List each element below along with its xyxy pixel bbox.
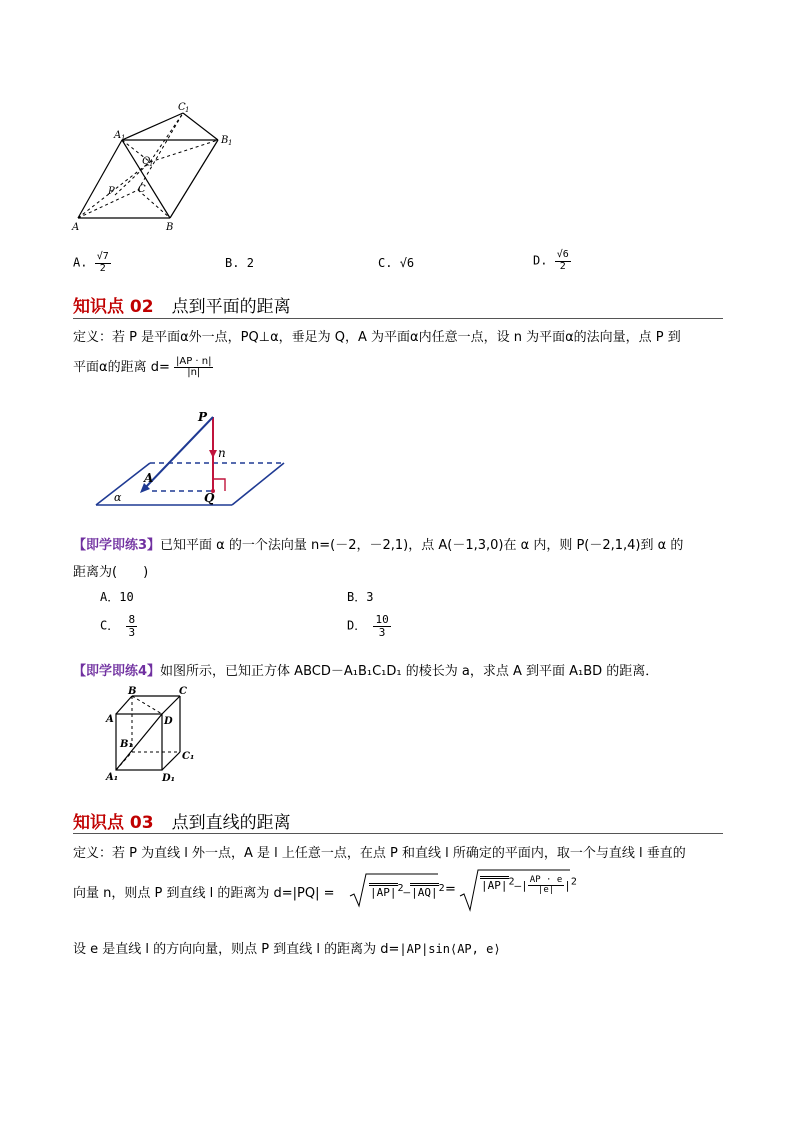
label-A1-sub: 1	[121, 134, 126, 142]
plane-normal-figure	[92, 405, 292, 513]
practice-3-choice-d-label: D．	[347, 618, 367, 633]
section-02-heading	[73, 292, 291, 317]
label-B: B	[128, 686, 137, 697]
vector-AP: |AP|	[369, 883, 398, 899]
label-D1: D₁	[162, 773, 176, 784]
practice-3-choice-c	[100, 614, 137, 638]
square-1: 2	[397, 883, 404, 894]
square-4: 2	[570, 876, 577, 888]
choice-a	[73, 252, 111, 274]
square-2: 2	[438, 883, 445, 894]
label-C: C	[138, 184, 146, 195]
label-A: A	[72, 222, 80, 233]
practice-3-line2: 距离为( )	[73, 565, 149, 580]
projection-numerator: AP · e	[529, 875, 563, 885]
label-P: P	[198, 410, 208, 424]
section-03-definition-line3	[73, 938, 501, 957]
choice-b-label: B.	[225, 256, 240, 270]
vector-AP-2: |AP|	[480, 876, 509, 892]
choice-a-num: √7	[96, 251, 109, 262]
section-03-definition-line2	[73, 872, 733, 912]
section-02-distance-formula	[174, 357, 213, 379]
practice-3-choice-d-num: 10	[375, 613, 389, 626]
section-02-d-prefix: 平面α的距离 d=	[73, 360, 170, 375]
section-03-title: 点到直线的距离	[171, 813, 291, 833]
prism-figure	[70, 100, 240, 235]
vector-AQ: |AQ|	[410, 883, 439, 899]
label-B1: B	[221, 135, 229, 146]
section-03-definition-line1: 定义：若 P 为直线 l 外一点，A 是 l 上任意一点，在点 P 和直线 l 所确定的平面内，取一个与直线 l 垂直的	[73, 846, 686, 861]
choice-a-fraction	[95, 252, 111, 274]
section-02-definition-line1: 定义：若 P 是平面α外一点，PQ⊥α，垂足为 Q，A 为平面α内任意一点，设 n 为平面α的法向量，点 P 到	[73, 330, 681, 345]
radical-1-content: |AP|2–|AQ|2	[370, 883, 445, 899]
label-n: n	[218, 446, 226, 460]
section-02-definition-line2	[73, 356, 213, 379]
choice-a-label: A.	[73, 255, 88, 270]
choice-d	[533, 250, 571, 272]
practice-3-choice-d-den: 3	[378, 625, 386, 639]
practice-3-choice-c-den: 3	[128, 625, 136, 639]
section-03-d-prefix: 向量 n，则点 P 到直线 l 的距离为 d=|PQ| =	[73, 886, 335, 901]
label-P: P	[108, 186, 115, 197]
choice-c-value: √6	[399, 256, 415, 270]
label-Q1: Q	[142, 156, 151, 167]
practice-3-choice-c-num: 8	[128, 613, 136, 626]
choice-a-den: 2	[99, 262, 106, 274]
practice-3-text: 已知平面 α 的一个法向量 n=(－2，－2,1)，点 A(－1,3,0)在 α 内，则 P(－2,1,4)到 α 的	[160, 538, 684, 553]
label-A1: A	[114, 130, 122, 141]
practice-3-choice-d-fraction	[373, 614, 390, 638]
choice-d-fraction	[555, 250, 571, 272]
choice-b-value: 2	[246, 256, 254, 270]
label-C: C	[179, 686, 187, 697]
formula-numerator: |AP · n|	[176, 355, 212, 367]
label-D: D	[164, 716, 173, 727]
section-03-heading	[73, 808, 291, 833]
section-03-number: 知识点 03	[73, 813, 154, 833]
practice-3-choice-d	[347, 614, 391, 638]
practice-3-line1	[73, 534, 683, 553]
section-03-line3-text: 设 e 是直线 l 的方向向量，则点 P 到直线 l 的距离为 d=	[73, 942, 400, 957]
label-alpha: α	[114, 491, 122, 504]
cube-figure	[100, 684, 210, 784]
square-3: 2	[508, 876, 515, 888]
section-03-divider	[73, 833, 723, 834]
practice-3-choice-b: B．3	[347, 590, 374, 604]
label-C1-sub: 1	[185, 106, 190, 114]
radical-2-content: |AP|2–| $\frac{AP \cdot e}{|e|}$ |2	[481, 875, 577, 896]
label-Q: Q	[204, 491, 215, 505]
practice-3-choice-c-fraction	[126, 614, 137, 638]
practice-4-text: 如图所示，已知正方体 ABCD－A₁B₁C₁D₁ 的棱长为 a，求点 A 到平面 A₁BD 的距离．	[160, 664, 659, 679]
label-B: B	[166, 222, 174, 233]
section-03-sin-formula: |AP|sin⟨AP, e⟩	[399, 942, 501, 956]
section-02-divider	[73, 318, 723, 319]
label-C1: C₁	[182, 751, 195, 762]
formula-denominator: |n|	[187, 367, 201, 378]
practice-4-line	[73, 660, 658, 679]
label-B1: B₁	[120, 739, 133, 750]
practice-4-tag: 【即学即练4】	[73, 664, 161, 679]
projection-denominator: |e|	[537, 885, 555, 896]
practice-3-tag: 【即学即练3】	[73, 538, 161, 553]
equals-sign: =	[445, 882, 456, 897]
choice-c-label: C.	[378, 256, 393, 270]
label-C1: C	[178, 102, 186, 113]
projection-fraction	[528, 876, 565, 896]
label-A1: A₁	[106, 772, 119, 783]
choice-d-den: 2	[559, 260, 566, 272]
choice-b	[225, 256, 254, 270]
practice-3-choice-c-label: C．	[100, 618, 120, 633]
choice-c	[378, 256, 414, 270]
section-02-title: 点到平面的距离	[171, 297, 291, 317]
label-A: A	[106, 714, 114, 725]
label-A: A	[144, 471, 154, 485]
label-B1-sub: 1	[228, 139, 233, 147]
choice-d-num: √6	[556, 249, 569, 260]
label-Q1-sub: 1	[149, 160, 154, 168]
section-02-number: 知识点 02	[73, 297, 154, 317]
practice-3-choice-a: A．10	[100, 590, 134, 604]
choice-d-label: D.	[533, 253, 548, 268]
